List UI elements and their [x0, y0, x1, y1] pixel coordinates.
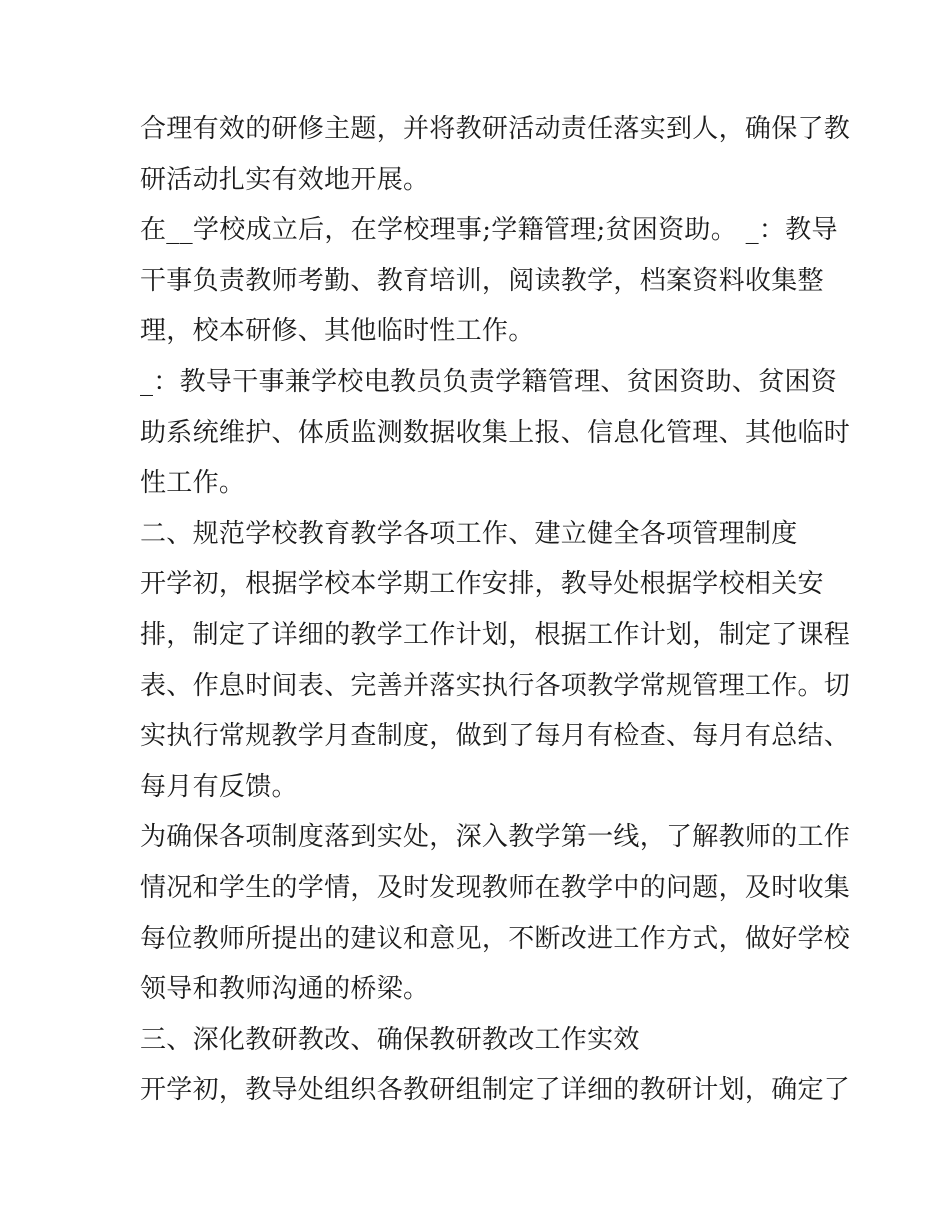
text-line: 为确保各项制度落到实处，深入教学第一线，了解教师的工作 — [140, 822, 851, 853]
text-line: 排，制定了详细的教学工作计划，根据工作计划，制定了课程 — [140, 619, 851, 650]
text-line: 助系统维护、体质监测数据收集上报、信息化管理、其他临时 — [140, 417, 851, 448]
text-line: 表、作息时间表、完善并落实执行各项教学常规管理工作。切 — [140, 670, 851, 701]
text-line: 情况和学生的学情，及时发现教师在教学中的问题，及时收集 — [140, 872, 851, 903]
text-line: 合理有效的研修主题，并将教研活动责任落实到人，确保了教 — [140, 114, 851, 144]
text-line: 性工作。 — [140, 468, 246, 499]
text-line: 开学初，根据学校本学期工作安排，教导处根据学校相关安 — [140, 569, 824, 600]
text-line: 实执行常规教学月查制度，做到了每月有检查、每月有总结、 — [140, 721, 851, 752]
text-line: 干事负责教师考勤、教育培训，阅读教学，档案资料收集整 — [140, 265, 824, 296]
text-line: 在__学校成立后，在学校理事;学籍管理;贫困资助。 _：教导 — [140, 215, 838, 246]
document-body — [140, 104, 851, 1116]
text-line: 每位教师所提出的建议和意见，不断改进工作方式，做好学校 — [140, 923, 851, 954]
text-line: 开学初，教导处组织各教研组制定了详细的教研计划，确定了 — [140, 1075, 851, 1106]
text-line: _：教导干事兼学校电教员负责学籍管理、贫困资助、贫困资 — [140, 366, 838, 397]
text-line: 研活动扎实有效地开展。 — [140, 164, 430, 195]
text-line: 领导和教师沟通的桥梁。 — [140, 974, 430, 1005]
text-line: 每月有反馈。 — [140, 771, 298, 802]
section-heading: 二、规范学校教育教学各项工作、建立健全各项管理制度 — [140, 518, 798, 549]
section-heading: 三、深化教研教改、确保教研教改工作实效 — [140, 1024, 640, 1055]
text-line: 理，校本研修、其他临时性工作。 — [140, 316, 535, 347]
